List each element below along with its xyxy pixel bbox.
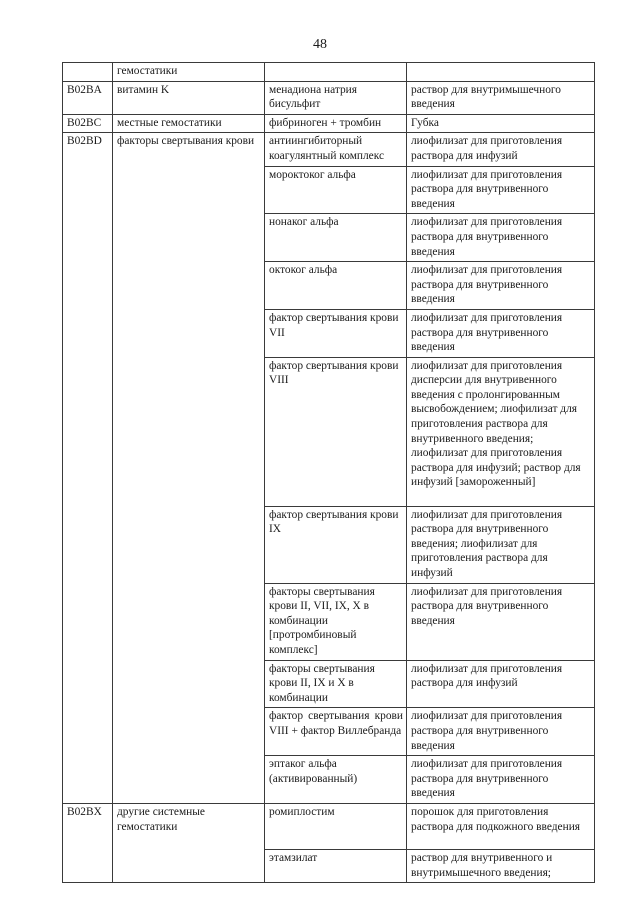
drug-name: нонаког альфа (265, 214, 407, 262)
group-name: витамин K (113, 81, 265, 114)
group-name: гемостатики (113, 63, 265, 82)
group-name: другие системные гемостатики (113, 803, 265, 882)
drug-name: этамзилат (265, 849, 407, 882)
dosage-form: лиофилизат для приготовления раствора для инфузий (407, 660, 595, 708)
dosage-form: лиофилизат для приготовления раствора для внутривенного введения (407, 583, 595, 660)
drug-name: ромиплостим (265, 803, 407, 849)
drug-name: октоког альфа (265, 262, 407, 310)
drug-name: фибриноген + тромбин (265, 114, 407, 133)
table-row (63, 803, 595, 849)
dosage-form: лиофилизат для приготовления раствора для инфузий (407, 133, 595, 166)
dosage-form: лиофилизат для приготовления раствора для внутривенного введения; лиофилизат для приготовления раствора для инфузий (407, 506, 595, 583)
group-name: местные гемостатики (113, 114, 265, 133)
drug-name: антиингибиторный коагулянтный комплекс (265, 133, 407, 166)
drug-name: фактор свертывания крови VIII (265, 357, 407, 506)
dosage-form: лиофилизат для приготовления раствора для внутривенного введения (407, 214, 595, 262)
dosage-form: лиофилизат для приготовления дисперсии для внутривенного введения с пролонгированным высвобождением; лиофилизат для приготовления раствора для внутривенного введения; лиофилизат для приготовления раствора для инфузий; раствор для инфузий [замороженный] (407, 357, 595, 506)
dosage-form: раствор для внутривенного и внутримышечного введения; (407, 849, 595, 882)
atc-code: B02BC (63, 114, 113, 133)
dosage-form: лиофилизат для приготовления раствора для внутривенного введения (407, 756, 595, 804)
dosage-form: лиофилизат для приготовления раствора для внутривенного введения (407, 309, 595, 357)
atc-code: B02BD (63, 133, 113, 804)
drug-name: менадиона натрия бисульфит (265, 81, 407, 114)
page-number: 48 (313, 37, 327, 52)
table-row (63, 114, 595, 133)
drug-name (265, 63, 407, 82)
dosage-form (407, 63, 595, 82)
drug-name: эптаког альфа (активированный) (265, 756, 407, 804)
drug-name: фактор свертывания крови VII (265, 309, 407, 357)
drug-name: факторы свертывания крови II, IX и X в комбинации (265, 660, 407, 708)
atc-code: B02BA (63, 81, 113, 114)
table-row (63, 133, 595, 166)
dosage-form: лиофилизат для приготовления раствора для внутривенного введения (407, 262, 595, 310)
group-name: факторы свертывания крови (113, 133, 265, 804)
table-row (63, 81, 595, 114)
table-row (63, 63, 595, 82)
dosage-form: раствор для внутримышечного введения (407, 81, 595, 114)
atc-code (63, 63, 113, 82)
dosage-form: порошок для приготовления раствора для подкожного введения (407, 803, 595, 849)
drug-classification-table (62, 62, 595, 883)
dosage-form: Губка (407, 114, 595, 133)
dosage-form: лиофилизат для приготовления раствора для внутривенного введения (407, 166, 595, 214)
dosage-form: лиофилизат для приготовления раствора для внутривенного введения (407, 708, 595, 756)
drug-name: фактор свертывания крови IX (265, 506, 407, 583)
drug-name: мороктоког альфа (265, 166, 407, 214)
drug-name: факторы свертывания крови II, VII, IX, X в комбинации [протромбиновый комплекс] (265, 583, 407, 660)
drug-name: фактор свертывания крови VIII + фактор Виллебранда (265, 708, 407, 756)
atc-code: B02BX (63, 803, 113, 882)
